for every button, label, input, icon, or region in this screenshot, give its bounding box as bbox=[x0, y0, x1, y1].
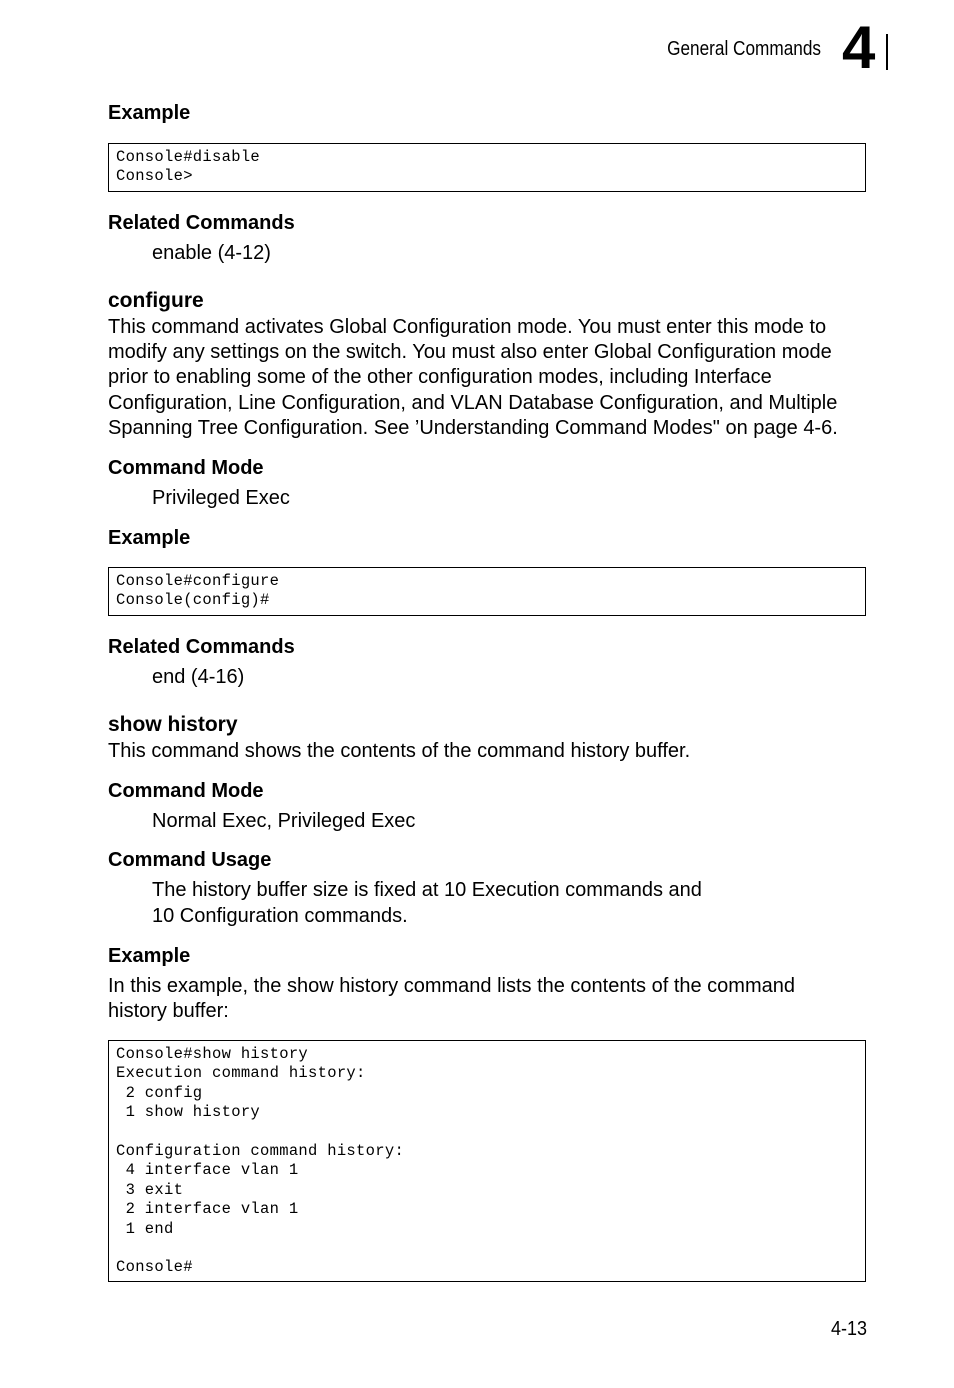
history-usage-heading: Command Usage bbox=[108, 849, 272, 871]
history-desc: This command shows the contents of the command history buffer. bbox=[108, 740, 691, 762]
configure-mode-text: Privileged Exec bbox=[152, 487, 290, 509]
history-mode-heading: Command Mode bbox=[108, 780, 264, 802]
history-example-intro-line-2: history buffer: bbox=[108, 1000, 229, 1022]
configure-mode-heading: Command Mode bbox=[108, 457, 264, 479]
page-number: 4-13 bbox=[830, 1318, 867, 1340]
configure-desc-line-3: prior to enabling some of the other configuration modes, including Interface bbox=[108, 366, 772, 388]
configure-title: configure bbox=[108, 289, 204, 312]
disable-example-code: Console#disable Console> bbox=[116, 148, 261, 186]
history-example-code-box bbox=[108, 1040, 866, 1282]
history-usage-line-1: The history buffer size is fixed at 10 Execution commands and bbox=[152, 879, 702, 901]
disable-example-heading: Example bbox=[108, 102, 191, 124]
history-example-code: Console#show history Execution command history: 2 config 1 show history Configuration command history: 4 interface vlan 1 3 exit 2 interface vlan 1 1 end Console# bbox=[116, 1045, 405, 1277]
configure-related-heading: Related Commands bbox=[108, 636, 295, 658]
header-title: General Commands bbox=[667, 38, 821, 60]
history-example-intro-line-1: In this example, the show history command lists the contents of the command bbox=[108, 975, 795, 997]
chapter-divider bbox=[886, 34, 888, 70]
chapter-number: 4 bbox=[842, 14, 876, 81]
disable-related-text: enable (4-12) bbox=[152, 242, 271, 264]
history-example-heading: Example bbox=[108, 945, 191, 967]
configure-desc-line-2: modify any settings on the switch. You must also enter Global Configuration mode bbox=[108, 341, 832, 363]
history-mode-text: Normal Exec, Privileged Exec bbox=[152, 810, 416, 832]
history-usage-line-2: 10 Configuration commands. bbox=[152, 905, 408, 927]
configure-desc-line-4: Configuration, Line Configuration, and VLAN Database Configuration, and Multiple bbox=[108, 392, 838, 414]
configure-desc-line-1: This command activates Global Configuration mode. You must enter this mode to bbox=[108, 316, 827, 338]
configure-desc-line-5: Spanning Tree Configuration. See ’Understanding Command Modes" on page 4-6. bbox=[108, 417, 838, 439]
disable-example-code-box bbox=[108, 143, 866, 192]
configure-example-code: Console#configure Console(config)# bbox=[116, 572, 280, 610]
history-title: show history bbox=[108, 713, 238, 736]
configure-example-heading: Example bbox=[108, 527, 191, 549]
configure-related-text: end (4-16) bbox=[152, 666, 245, 688]
configure-example-code-box bbox=[108, 567, 866, 616]
disable-related-heading: Related Commands bbox=[108, 212, 295, 234]
